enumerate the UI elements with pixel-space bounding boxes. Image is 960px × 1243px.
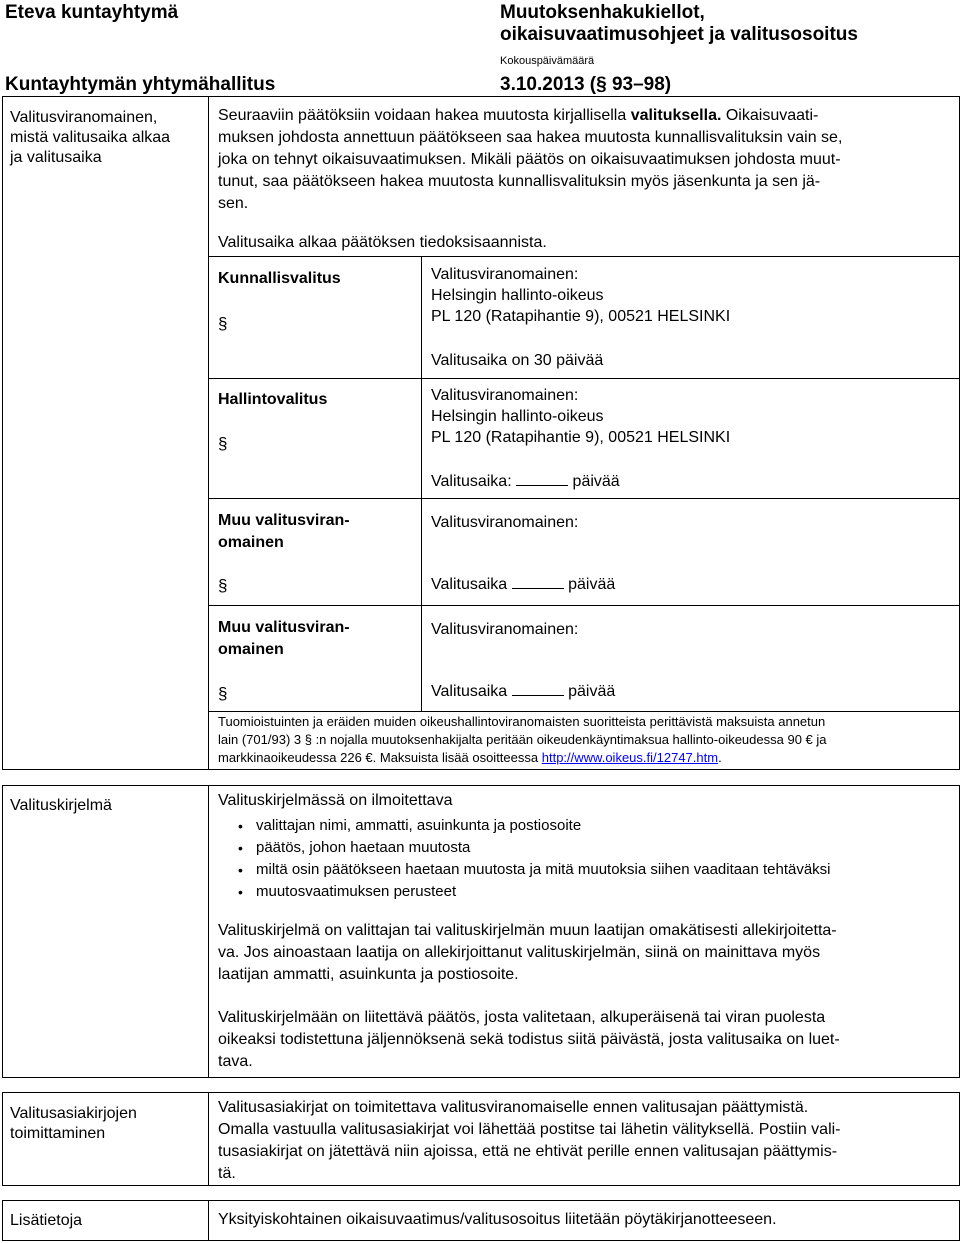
requirements-list xyxy=(218,815,831,903)
authority-administrative: Valitusviranomainen: Helsingin hallinto-oikeus PL 120 (Ratapihantie 9), 00521 HELSINKI xyxy=(431,387,731,446)
appeal-time-other-1: Valitusaika päivää xyxy=(431,576,616,593)
section-symbol: § xyxy=(218,434,228,453)
fee-note: Tuomioistuinten ja eräiden muiden oikeushallintoviranomaisten suoritteista perittävistä maksuista annetun lain (701/93) 3 § :n nojalla muutoksenhakijalta peritään oikeudenkäyntimaksua hallinto-oikeudessa 90 € ja markkinaoikeudessa 226 €. Maksuista lisää osoitteessa http://www.oikeus.fi/12747.htm. xyxy=(218,714,827,765)
list-item: • miltä osin päätökseen haetaan muutosta ja mitä muutoksia siihen vaaditaan tehtäväksi xyxy=(238,859,831,881)
signature-paragraph: Valituskirjelmä on valittajan tai valituskirjelmän muun laatijan omakätisesti allekirjoitetta- va. Jos ainoastaan laatija on allekirjoittanut valituskirjelmän, siinä on mainittava myös laatijan ammatti, asuinkunta ja postiosoite. xyxy=(218,922,837,983)
document-title: Muutoksenhakukiellot, oikaisuvaatimusohjeet ja valitusosoitus xyxy=(500,2,858,45)
board-name: Kuntayhtymän yhtymähallitus xyxy=(5,74,276,95)
organization-name: Eteva kuntayhtymä xyxy=(5,2,179,23)
attachment-paragraph: Valituskirjelmään on liitettävä päätös, josta valitetaan, alkuperäisenä tai viran puolesta oikeaksi todistettuna jäljennöksenä sekä todistus siitä päivästä, josta valitusaika on luet- tava. xyxy=(218,1009,840,1070)
section4-label: Lisätietoja xyxy=(10,1212,83,1229)
further-info-text: Yksityiskohtainen oikaisuvaatimus/valitusosoitus liitetään pöytäkirjanotteeseen. xyxy=(218,1211,777,1228)
inner-grid-row-sep xyxy=(208,605,960,606)
section3-label: Valitusasiakirjojen toimittaminen xyxy=(10,1105,137,1142)
appeal-type-other-2: Muu valitusviran- omainen xyxy=(218,619,350,658)
section2-label: Valituskirjelmä xyxy=(10,797,112,814)
section-symbol: § xyxy=(218,314,228,333)
authority-other-2: Valitusviranomainen: xyxy=(431,621,579,638)
fee-info-link[interactable]: http://www.oikeus.fi/12747.htm xyxy=(541,750,719,765)
authority-municipal: Valitusviranomainen: Helsingin hallinto-oikeus PL 120 (Ratapihantie 9), 00521 HELSINKI xyxy=(431,266,731,325)
section1-label-box xyxy=(2,96,209,770)
inner-grid-row-sep xyxy=(208,378,960,379)
inner-grid-divider xyxy=(421,256,422,712)
blank-field xyxy=(512,574,564,589)
list-item: • valittajan nimi, ammatti, asuinkunta ja postiosoite xyxy=(238,815,831,837)
delivery-paragraph: Valitusasiakirjat on toimitettava valitusviranomaiselle ennen valitusajan päättymistä. Omalla vastuulla valitusasiakirjat voi lähettää postitse tai lähetin välityksellä. Postiin vali- tusasiakirjat on jätettävä niin ajoissa, että ne ehtivät perille ennen valitusajan päättymis- tä. xyxy=(218,1099,841,1182)
appeal-type-municipal: Kunnallisvalitus xyxy=(218,270,341,287)
inner-grid-row-sep xyxy=(208,498,960,499)
appeal-time-other-2: Valitusaika päivää xyxy=(431,683,616,700)
appeal-time-administrative: Valitusaika: päivää xyxy=(431,473,620,490)
meeting-date-label: Kokouspäivämäärä xyxy=(500,55,595,67)
section2-label-box xyxy=(2,785,209,1078)
appeal-type-other-1: Muu valitusviran- omainen xyxy=(218,512,350,551)
section1-label: Valitusviranomainen, mistä valitusaika alkaa ja valitusaika xyxy=(10,109,171,166)
section-symbol: § xyxy=(218,576,228,595)
authority-other-1: Valitusviranomainen: xyxy=(431,514,579,531)
list-item: • päätös, johon haetaan muutosta xyxy=(238,837,831,859)
appeal-type-administrative: Hallintovalitus xyxy=(218,391,328,408)
appeal-start-text: Valitusaika alkaa päätöksen tiedoksisaannista. xyxy=(218,234,547,251)
list-item: • muutosvaatimuksen perusteet xyxy=(238,881,831,903)
section-symbol: § xyxy=(218,684,228,703)
section1-paragraph: Seuraaviin päätöksiin voidaan hakea muutosta kirjallisella valituksella. Oikaisuvaati- muksen johdosta annettuun päätökseen saa hakea muutosta kunnallisvalituksin vain se, joka on tehnyt oikaisuvaatimuksen. Mikäli päätös on oikaisuvaatimuksen johdosta muut- tunut, saa päätökseen hakea muutosta kunnallisvalituksin myös jäsenkunta ja sen jä- sen. xyxy=(218,107,843,212)
meeting-date: 3.10.2013 (§ 93–98) xyxy=(500,74,672,95)
appeal-time-municipal: Valitusaika on 30 päivää xyxy=(431,352,604,369)
section2-intro: Valituskirjelmässä on ilmoitettava xyxy=(218,792,453,809)
blank-field xyxy=(512,681,564,696)
blank-field xyxy=(516,471,568,486)
